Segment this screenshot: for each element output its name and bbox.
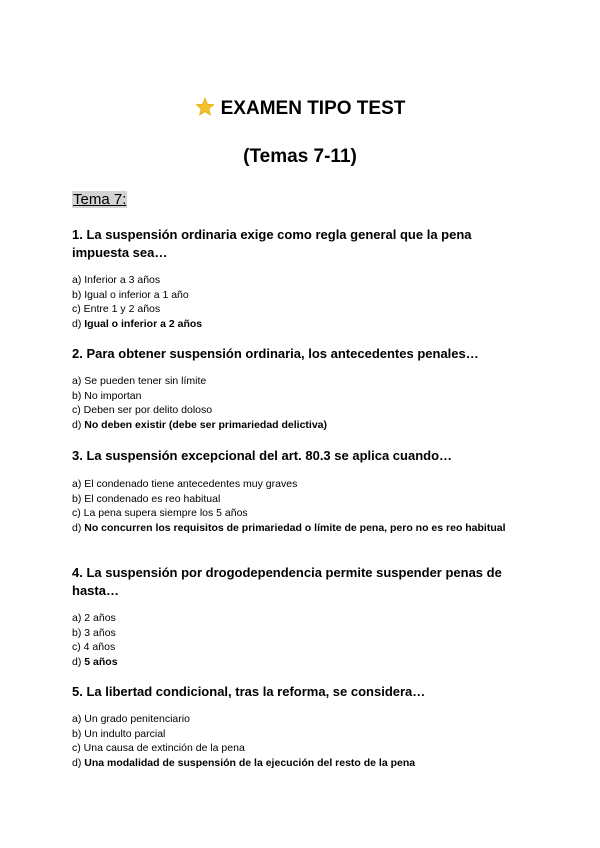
option-b: b) Un indulto parcial [72, 727, 166, 740]
page-subtitle: (Temas 7-11) [243, 146, 357, 167]
option-a: a) Se pueden tener sin límite [72, 375, 207, 387]
option-a: a) Inferior a 3 años [72, 274, 161, 286]
option-c: c) 4 años [72, 641, 116, 654]
question-4: 4. La suspensión por drogodependencia permite suspender penas de hasta… [72, 565, 502, 598]
options-5 [72, 712, 522, 770]
correct-answer: 5 años [84, 655, 118, 668]
option-a: a) 2 años [72, 612, 116, 624]
option-letter: d) [72, 655, 85, 668]
option-b: b) El condenado es reo habitual [72, 492, 221, 505]
option-letter: d) [72, 418, 85, 431]
option-d-correct [72, 317, 522, 332]
option-a: a) Un grado penitenciario [72, 713, 190, 725]
title-text: EXAMEN TIPO TEST [220, 98, 406, 119]
question-2: 2. Para obtener suspensión ordinaria, los antecedentes penales… [72, 346, 479, 361]
question-5: 5. La libertad condicional, tras la reforma, se considera… [72, 684, 426, 699]
section-heading: Tema 7: [73, 191, 127, 208]
options-3 [72, 477, 522, 535]
option-b: b) 3 años [72, 626, 116, 639]
option-c: c) Entre 1 y 2 años [72, 303, 161, 316]
question-1: 1. La suspensión ordinaria exige como regla general que la pena impuesta sea… [72, 227, 472, 260]
star-icon [195, 97, 215, 117]
question-3: 3. La suspensión excepcional del art. 80.3 se aplica cuando… [72, 448, 453, 463]
correct-answer: No concurren los requisitos de primariedad o límite de pena, pero no es reo habitual [84, 521, 506, 534]
correct-answer: Una modalidad de suspensión de la ejecución del resto de la pena [84, 756, 416, 769]
options-2 [72, 374, 522, 432]
option-c: c) Una causa de extinción de la pena [72, 742, 245, 755]
option-d-correct [72, 521, 522, 536]
option-b: b) Igual o inferior a 1 año [72, 288, 189, 301]
correct-answer: Igual o inferior a 2 años [84, 317, 203, 330]
correct-answer: No deben existir (debe ser primariedad delictiva) [84, 418, 328, 431]
options-4 [72, 611, 522, 669]
option-c: c) La pena supera siempre los 5 años [72, 507, 248, 520]
page-title [0, 97, 600, 120]
option-c: c) Deben ser por delito doloso [72, 404, 213, 417]
option-b: b) No importan [72, 389, 142, 402]
option-d-correct [72, 418, 522, 433]
options-1 [72, 273, 522, 331]
option-d-correct [72, 756, 522, 771]
option-letter: d) [72, 521, 85, 534]
option-letter: d) [72, 317, 85, 330]
option-letter: d) [72, 756, 85, 769]
option-a: a) El condenado tiene antecedentes muy graves [72, 478, 298, 490]
option-d-correct [72, 655, 522, 670]
